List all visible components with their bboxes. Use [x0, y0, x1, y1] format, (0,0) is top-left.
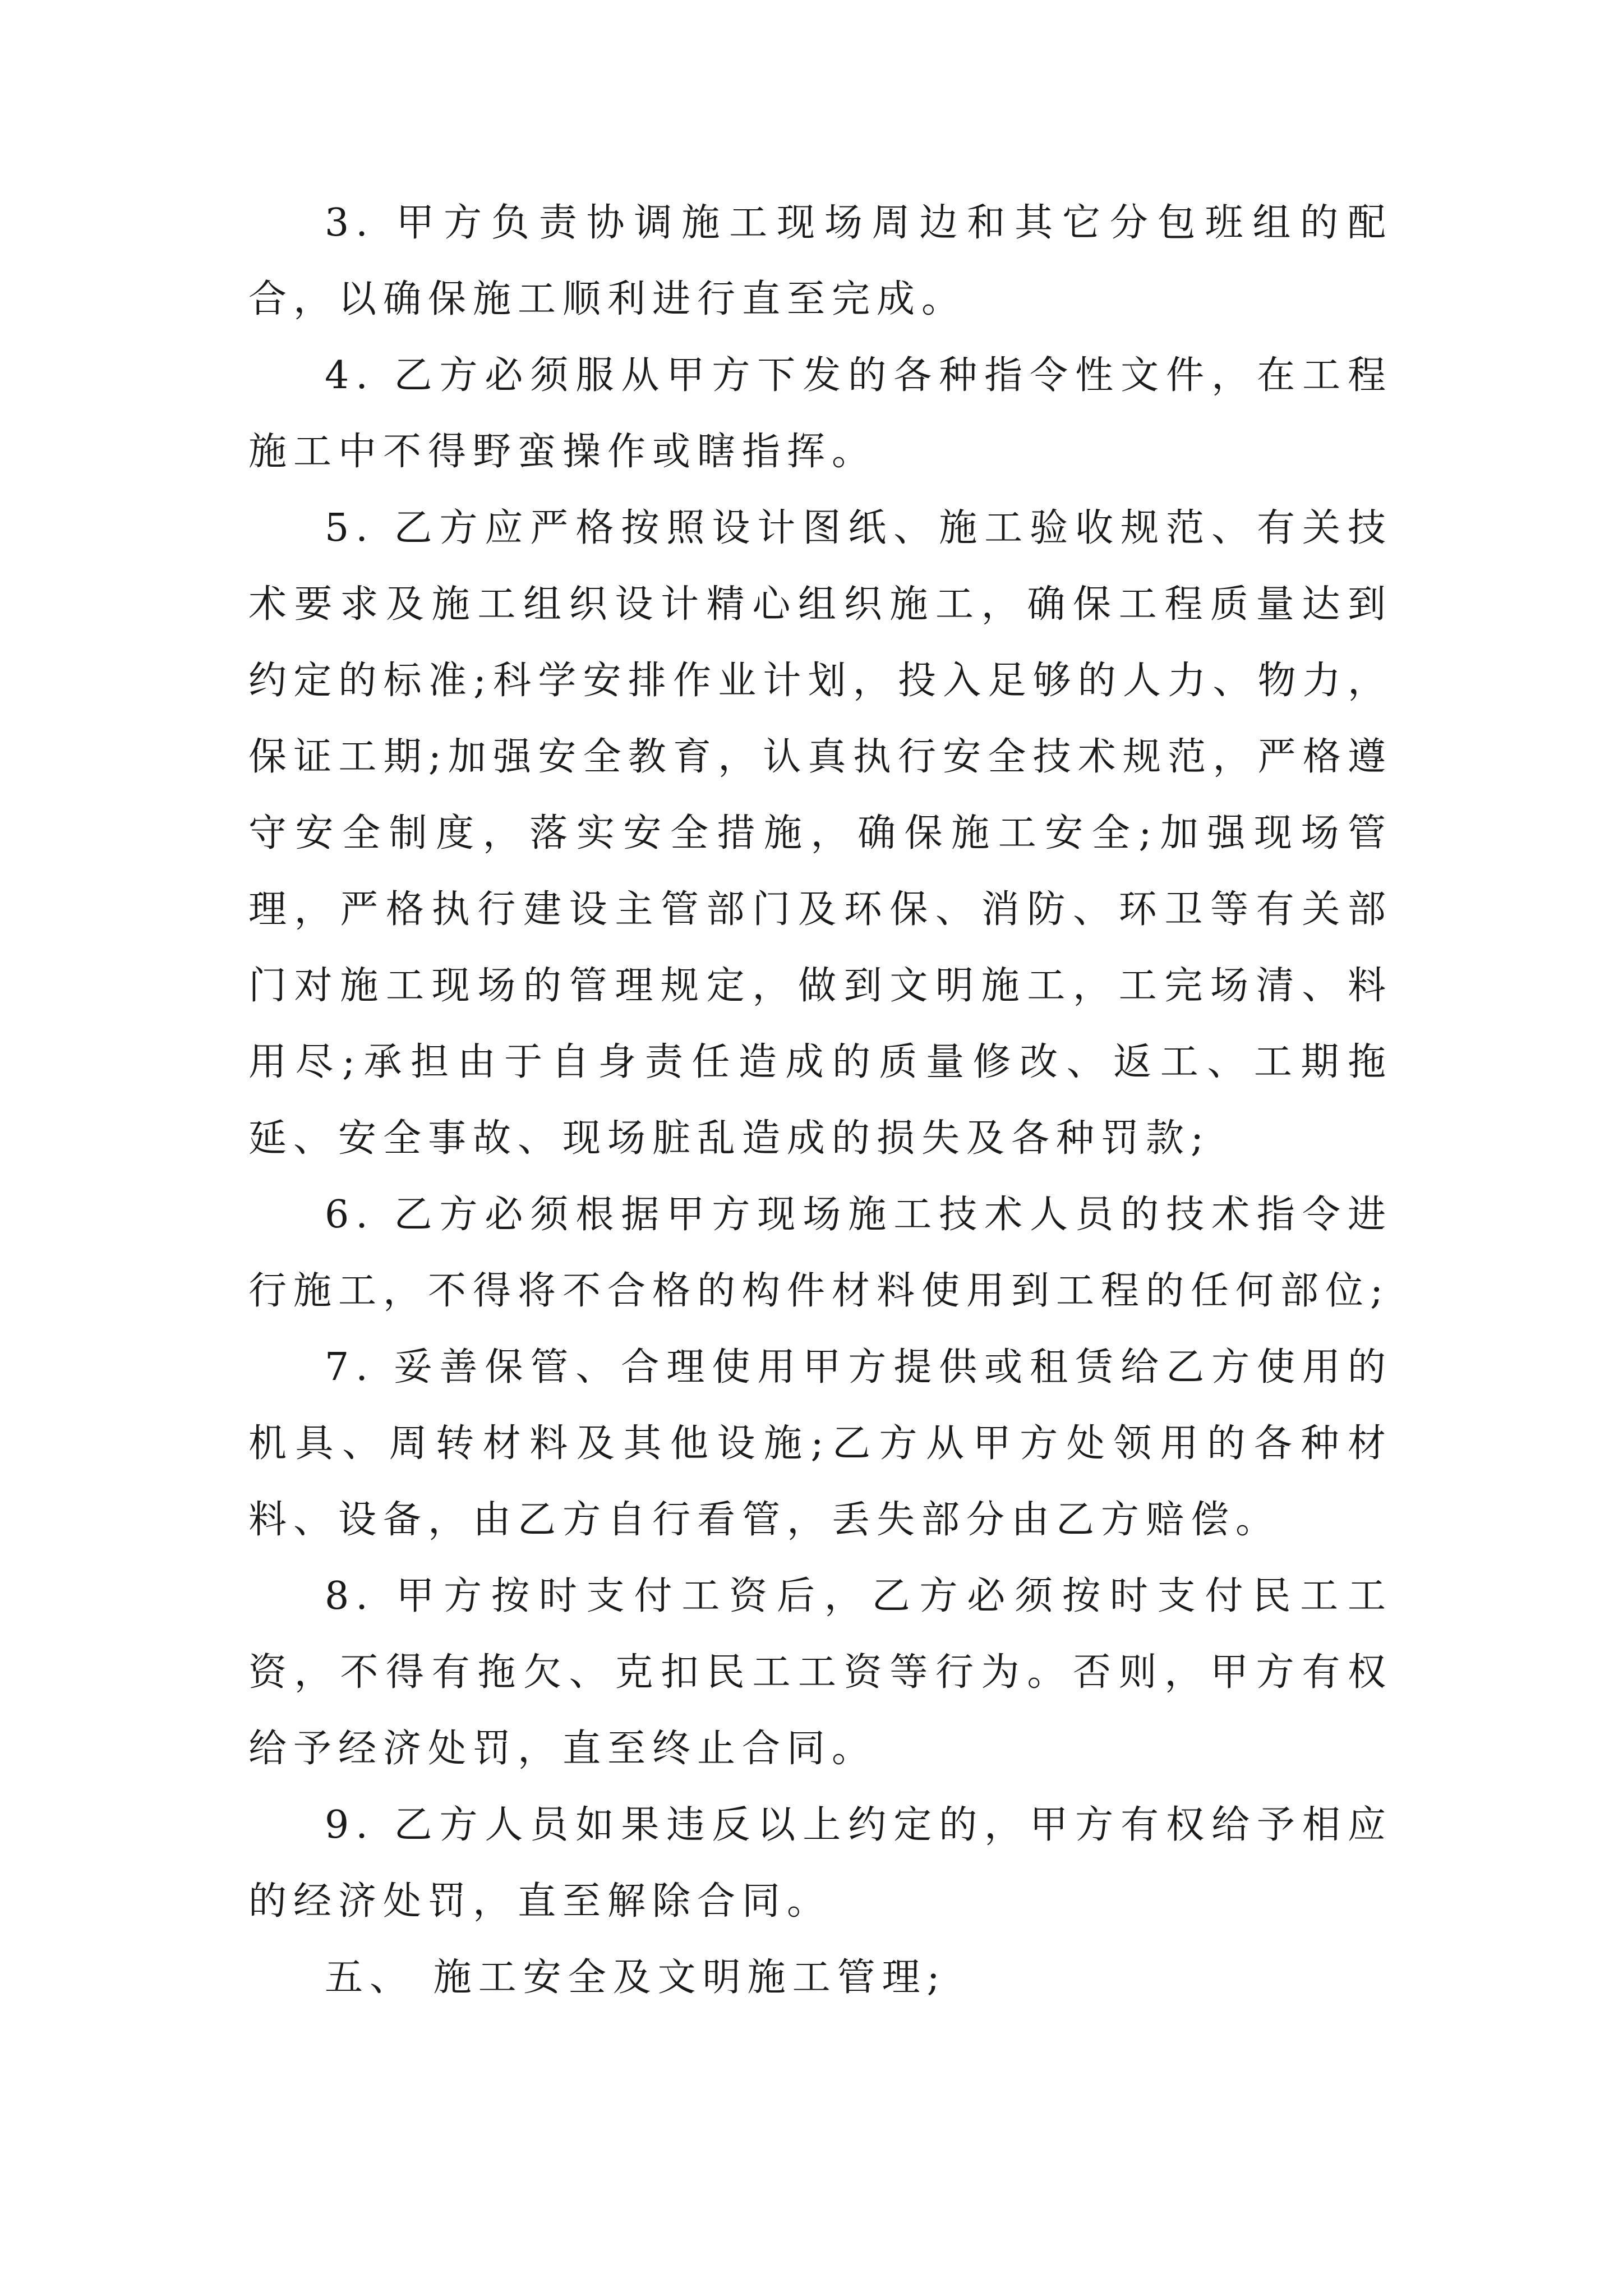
- clause-3: 3. 甲方负责协调施工现场周边和其它分包班组的配合，以确保施工顺利进行直至完成。: [248, 201, 1393, 321]
- clause-9: 9. 乙方人员如果违反以上约定的，甲方有权给予相应的经济处罚，直至解除合同。: [248, 1803, 1393, 1924]
- clause-7: 7. 妥善保管、合理使用甲方提供或租赁给乙方使用的机具、周转材料及其他设施;乙方从甲方处领用的各种材料、设备，由乙方自行看管，丢失部分由乙方赔偿。: [248, 1345, 1393, 1542]
- clause-6: 6. 乙方必须根据甲方现场施工技术人员的技术指令进行施工，不得将不合格的构件材料使用到工程的任何部位;: [248, 1193, 1393, 1313]
- clause-4: 4. 乙方必须服从甲方下发的各种指令性文件，在工程施工中不得野蛮操作或瞎指挥。: [248, 353, 1393, 474]
- document-body: [248, 185, 1393, 2016]
- clause-8: 8. 甲方按时支付工资后，乙方必须按时支付民工工资，不得有拖欠、克扣民工工资等行为。否则，甲方有权给予经济处罚，直至终止合同。: [248, 1574, 1393, 1771]
- clause-5: 5. 乙方应严格按照设计图纸、施工验收规范、有关技术要求及施工组织设计精心组织施工，确保工程质量达到约定的标准;科学安排作业计划，投入足够的人力、物力，保证工期;加强安全教育，认真执行安全技术规范，严格遵守安全制度，落实安全措施，确保施工安全;加强现场管理，严格执行建设主管部门及环保、消防、环卫等有关部门对施工现场的管理规定，做到文明施工，工完场清、料用尽;承担由于自身责任造成的质量修改、返工、工期拖延、安全事故、现场脏乱造成的损失及各种罚款;: [248, 506, 1393, 1161]
- section-heading: 五、 施工安全及文明施工管理;: [325, 1955, 947, 2000]
